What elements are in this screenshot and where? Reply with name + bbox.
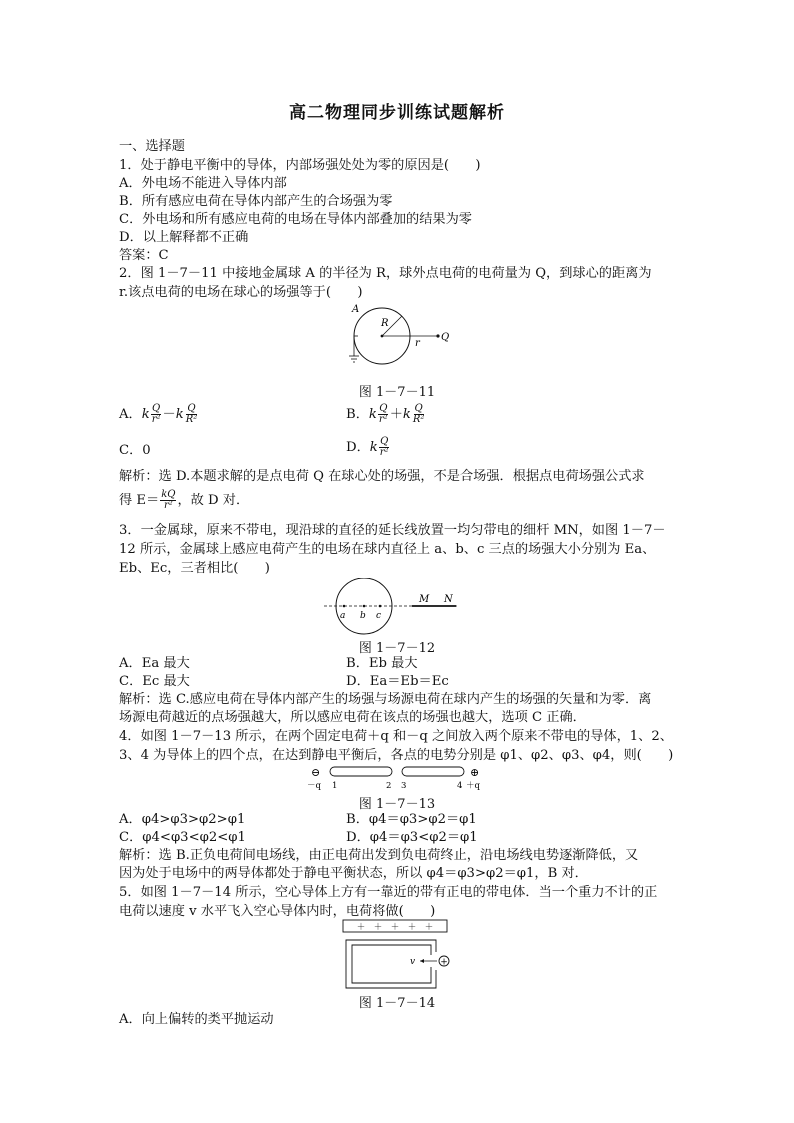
fig-label-c: c xyxy=(376,611,382,621)
q4-option-d: D．φ4＝φ3<φ2＝φ1 xyxy=(346,830,478,845)
fig-label-v: v xyxy=(410,957,416,967)
q3-stem-line3: Eb、Ec，三者相比( ) xyxy=(119,561,270,576)
q1-option-c: C．外电场和所有感应电荷的电场在导体内部叠加的结果为零 xyxy=(119,212,472,227)
fig-label-1: 1 xyxy=(332,781,338,791)
q3-analysis-line1: 解析：选 C.感应电荷在导体内部产生的场强与场源电荷在球内产生的场强的矢量和为零．离 xyxy=(119,692,652,707)
fig-label-b: b xyxy=(360,611,366,621)
velocity-arrow-head xyxy=(420,959,424,963)
q4-analysis-line2: 因为处于电场中的两导体都处于静电平衡状态，所以 φ4＝φ3>φ2＝φ1，B 对． xyxy=(119,866,588,881)
figure-1-7-14 xyxy=(340,918,456,990)
q5-stem-line2: 电荷以速度 v 水平飞入空心导体内时，电荷将做( ) xyxy=(119,904,436,919)
point-a xyxy=(343,605,346,608)
fig-label-A: A xyxy=(352,304,360,315)
figure-caption-1-7-13: 图 1－7－13 xyxy=(358,797,436,812)
q2-analysis-line2: 得 E＝ $\frac{kQ}{\text{r²}}$ ，故 D 对． xyxy=(119,489,250,511)
hollow-conductor-outer xyxy=(346,940,436,988)
q3-analysis-line2: 场源电荷越近的点场强越大，所以感应电荷在该点的场强也越大，选项 C 正确． xyxy=(119,710,586,725)
page-title: 高二物理同步训练试题解析 xyxy=(289,103,505,123)
q4-option-b: B．φ4＝φ3>φ2＝φ1 xyxy=(346,812,477,827)
figure-1-7-11 xyxy=(340,298,460,380)
q3-option-c: C．Ec 最大 xyxy=(119,674,190,689)
fig-label-4: 4 xyxy=(457,781,463,791)
q4-stem-line1: 4．如图 1－7－13 所示，在两个固定电荷＋q 和－q 之间放入两个原来不带电的导体，1、2、 xyxy=(119,729,673,744)
fig-label-N: N xyxy=(444,594,453,605)
q2-option-a: A．k $\frac{Q}{\text{r²}}$ －k $\frac{Q}{\text{R²}}$ xyxy=(119,403,198,425)
figure-1-7-13 xyxy=(306,763,492,791)
figure-caption-1-7-12: 图 1－7－12 xyxy=(358,641,436,656)
q3-option-a: A．Ea 最大 xyxy=(119,656,190,671)
q1-answer: 答案：C xyxy=(119,248,169,263)
fig-label-3: 3 xyxy=(401,781,407,791)
fig-label-Q: Q xyxy=(441,332,450,343)
left-conductor xyxy=(330,767,392,776)
fig-label-neg-q: －q xyxy=(307,781,321,791)
q1-option-d: D．以上解释都不正确 xyxy=(119,230,249,245)
fig-label-R: R xyxy=(381,318,389,329)
q1-option-b: B．所有感应电荷在导体内部产生的合场强为零 xyxy=(119,194,393,209)
positive-charge-icon: ⊕ xyxy=(470,766,480,779)
q3-option-b: B．Eb 最大 xyxy=(346,656,418,671)
q2-analysis-line1: 解析：选 D.本题求解的是点电荷 Q 在球心处的场强，不是合场强．根据点电荷场强公式求 xyxy=(119,469,645,484)
right-conductor xyxy=(402,767,464,776)
point-b xyxy=(363,605,366,608)
negative-charge-icon: ⊖ xyxy=(311,766,321,779)
charge-sign: + xyxy=(440,957,448,968)
q4-option-a: A．φ4>φ3>φ2>φ1 xyxy=(119,812,246,827)
fig-label-r: r xyxy=(415,338,420,349)
fig-label-2: 2 xyxy=(386,781,392,791)
fig-label-M: M xyxy=(419,594,430,605)
figure-caption-1-7-11: 图 1－7－11 xyxy=(358,385,436,400)
figure-1-7-12 xyxy=(318,578,468,636)
q2-option-b: B．k $\frac{Q}{\text{r²}}$ ＋k $\frac{Q}{\text{R²}}$ xyxy=(346,403,425,425)
q2-option-c: C．0 xyxy=(119,443,151,458)
fig-label-a: a xyxy=(340,611,346,621)
fig-label-pos-q: ＋q xyxy=(466,781,480,791)
q1-option-a: A．外电场不能进入导体内部 xyxy=(119,176,287,191)
q4-analysis-line1: 解析：选 B.正负电荷间电场线，由正电荷出发到负电荷终止，沿电场线电势逐渐降低，又 xyxy=(119,848,639,863)
point-charge xyxy=(436,334,439,337)
q5-stem-line1: 5．如图 1－7－14 所示，空心导体上方有一靠近的带有正电的带电体．当一个重力不计的正 xyxy=(119,885,658,900)
positive-charges-row: ＋ ＋ ＋ ＋ ＋ xyxy=(356,922,434,933)
q4-stem-line2: 3、4 为导体上的四个点，在达到静电平衡后，各点的电势分别是 φ1、φ2、φ3、φ4，则( ) xyxy=(119,748,674,763)
sphere-center xyxy=(381,335,384,338)
hollow-conductor-inner xyxy=(352,945,431,983)
q2-stem-line1: 2．图 1－7－11 中接地金属球 A 的半径为 R，球外点电荷的电荷量为 Q，到球心的距离为 xyxy=(119,266,652,281)
section-heading: 一、选择题 xyxy=(119,139,185,154)
point-c xyxy=(379,605,382,608)
q3-option-d: D．Ea＝Eb＝Ec xyxy=(346,674,449,689)
q3-stem-line1: 3．一金属球，原来不带电，现沿球的直径的延长线放置一均匀带电的细杆 MN，如图 1－7－ xyxy=(119,523,666,538)
q2-option-d: D．k $\frac{Q}{\text{r²}}$ xyxy=(346,436,389,458)
q5-option-a: A．向上偏转的类平抛运动 xyxy=(119,1012,274,1027)
q4-option-c: C．φ4<φ3<φ2<φ1 xyxy=(119,830,246,845)
figure-caption-1-7-14: 图 1－7－14 xyxy=(358,996,436,1011)
q1-stem: 1．处于静电平衡中的导体，内部场强处处为零的原因是( ) xyxy=(119,158,481,173)
q2-stem-line2: r.该点电荷的电场在球心的场强等于( ) xyxy=(119,285,363,300)
q3-stem-line2: 12 所示，金属球上感应电荷产生的电场在球内直径上 a、b、c 三点的场强大小分别为 Ea、 xyxy=(119,542,656,557)
